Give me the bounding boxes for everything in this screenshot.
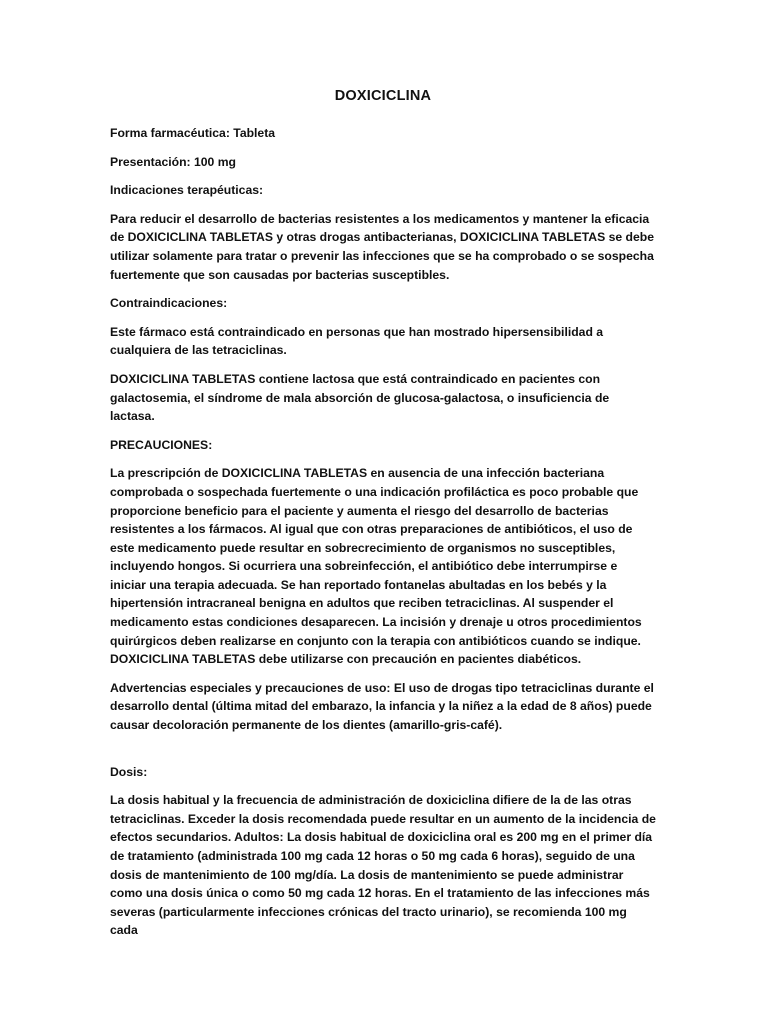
precauciones-text: La prescripción de DOXICICLINA TABLETAS en ausencia de una infección bacteriana comprobada o sospechada fuertemente o una indicación profiláctica es poco probable que proporcione beneficio para el paciente y aumenta el riesgo del desarrollo de bacterias resistentes a los fármacos. Al igual que con otras preparaciones de antibióticos, el uso de este medicamento puede resultar en sobrecrecimiento de organismos no susceptibles, incluyendo hongos. Si ocurriera una sobreinfección, el antibiótico debe interrumpirse e iniciar una terapia adecuada. Se han reportado fontanelas abultadas en los bebés y la hipertensión intracraneal benigna en adultos que reciben tetraciclinas. Al suspender el medicamento estas condiciones desaparecen. La incisión y drenaje u otros procedimientos quirúrgicos deben realizarse en conjunto con la terapia con antibióticos cuando se indique. DOXICICLINA TABLETAS debe utilizarse con precaución en pacientes diabéticos. [110, 466, 642, 667]
indicaciones-heading: Indicaciones terapéuticas: [110, 183, 264, 198]
advertencias-paragraph [110, 679, 656, 735]
precauciones-heading: PRECAUCIONES: [110, 437, 213, 452]
presentacion: Presentación: 100 mg [110, 154, 236, 169]
advertencias-text: El uso de drogas tipo tetraciclinas durante el desarrollo dental (última mitad del embarazo, la infancia y la niñez a la edad de 8 años) puede causar decoloración permanente de los dientes (amarillo-gris-café). [110, 680, 654, 733]
dosis-heading: Dosis: [110, 764, 148, 779]
spacer [110, 745, 656, 763]
lactosa-text: DOXICICLINA TABLETAS contiene lactosa que está contraindicado en pacientes con galactosemia, el síndrome de mala absorción de glucosa-galactosa, o insuficiencia de lactasa. [110, 371, 610, 424]
forma-farmaceutica: Forma farmacéutica: Tableta [110, 126, 276, 140]
advertencias-heading: Advertencias especiales y precauciones de uso: [110, 680, 391, 695]
document-page [110, 88, 656, 950]
document-title: DOXICICLINA [334, 88, 432, 104]
dosis-text: La dosis habitual y la frecuencia de administración de doxiciclina difiere de la de las otras tetraciclinas. Exceder la dosis recomendada puede resultar en un aumento de la incidencia de efectos secundarios. Adultos: La dosis habitual de doxiciclina oral es 200 mg en el primer día de tratamiento (administrada 100 mg cada 12 horas o 50 mg cada 6 horas), seguido de una dosis de mantenimiento de 100 mg/día. La dosis de mantenimiento se puede administrar como una dosis única o como 50 mg cada 12 horas. En el tratamiento de las infecciones más severas (particularmente infecciones crónicas del tracto urinario), se recomienda 100 mg cada [110, 793, 656, 938]
indicaciones-text: Para reducir el desarrollo de bacterias resistentes a los medicamentos y mantener la eficacia de DOXICICLINA TABLETAS y otras drogas antibacterianas, DOXICICLINA TABLETAS se debe utilizar solamente para tratar o prevenir las infecciones que se ha comprobado o se sospecha fuertemente que son causadas por bacterias susceptibles. [110, 211, 654, 282]
contraindicaciones-heading: Contraindicaciones: [110, 296, 228, 311]
contraindicaciones-text: Este fármaco está contraindicado en personas que han mostrado hipersensibilidad a cualquiera de las tetraciclinas. [110, 324, 604, 358]
